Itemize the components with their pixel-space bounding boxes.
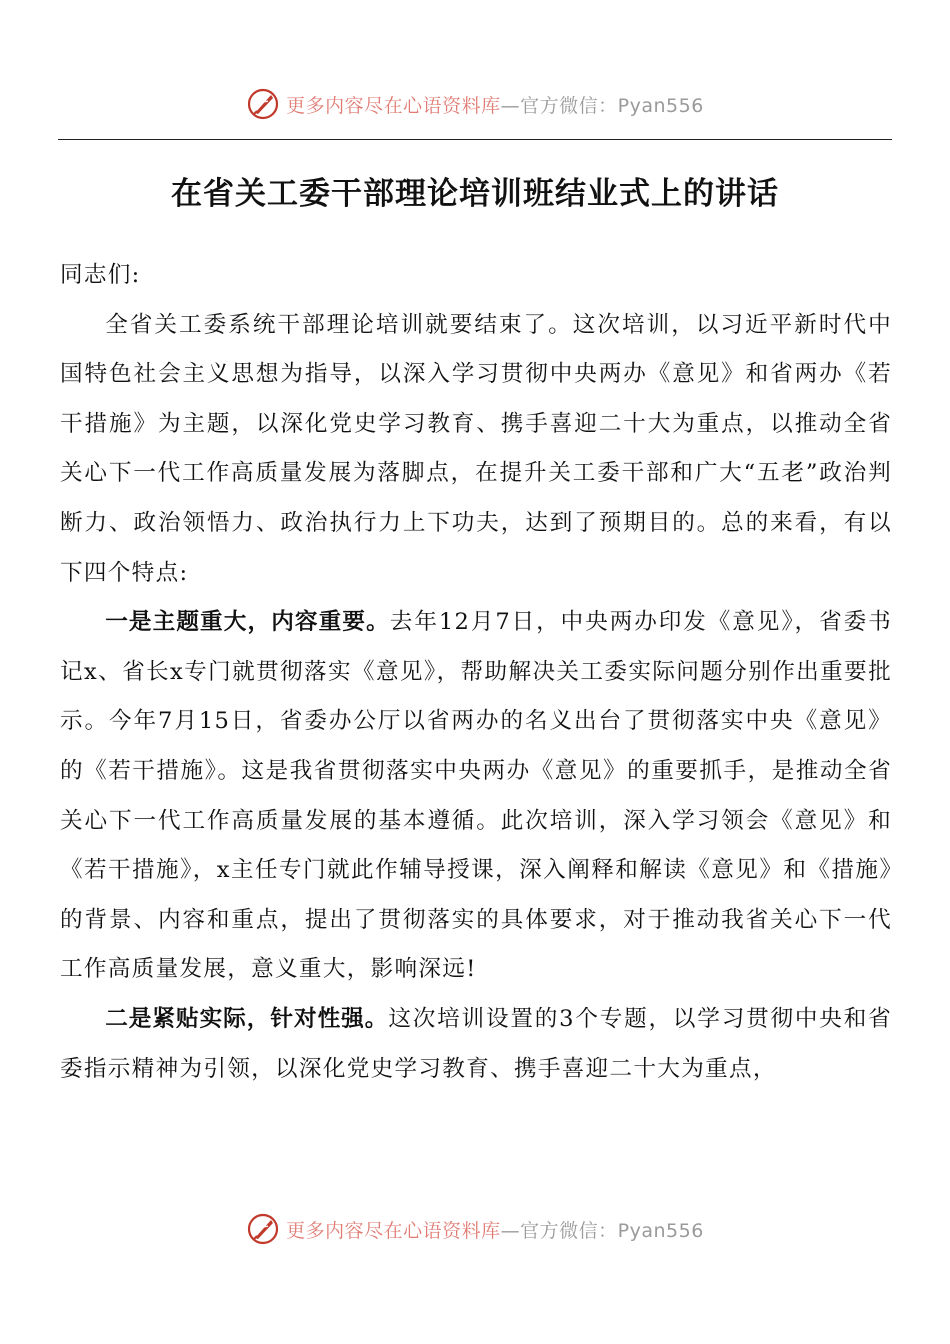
paragraph-text: 去年12月7日，中央两办印发《意见》，省委书记x、省长x专门就贯彻落实《意见》，帮助解决关工委实际问题分别作出重要批示。今年7月15日，省委办公厅以省两办的名义出台了贯彻落实中央《意见》的《若干措施》。这是我省贯彻落实中央两办《意见》的重要抓手，是推动全省关心下一代工作高质量发展的基本遵循。此次培训，深入学习领会《意见》和《若干措施》，x主任专门就此作辅导授课，深入阐释和解读《意见》和《措施》的背景、内容和重点，提出了贯彻落实的具体要求，对于推动我省关心下一代工作高质量发展，意义重大，影响深远! — [60, 609, 892, 983]
quill-logo-icon — [246, 87, 280, 121]
watermark-main: 更多内容尽在心语资料库 — [286, 94, 501, 117]
watermark-dash: — — [500, 94, 521, 117]
watermark-main: 更多内容尽在心语资料库 — [286, 1219, 501, 1242]
watermark-tail: 官方微信：Pyan556 — [520, 94, 704, 117]
paragraph-text: 全省关工委系统干部理论培训就要结束了。这次培训，以习近平新时代中国特色社会主义思想为指导，以深入学习贯彻中央两办《意见》和省两办《若干措施》为主题，以深化党史学习教育、携手喜迎二十大为重点，以推动全省关心下一代工作高质量发展为落脚点，在提升关工委干部和广大“五老”政治判断力、政治领悟力、政治执行力上下功夫，达到了预期目的。总的来看，有以下四个特点: — [60, 311, 892, 586]
paragraph-lead: 二是紧贴实际，针对性强。 — [105, 1005, 389, 1032]
paragraph-point-one — [60, 598, 892, 995]
paragraph-text: 这次培训设置的3个专题，以学习贯彻中央和省委指示精神为引领，以深化党史学习教育、携手喜迎二十大为重点， — [60, 1005, 892, 1082]
quill-logo-icon — [246, 1212, 280, 1246]
watermark-text — [286, 91, 704, 118]
document-title: 在省关工委干部理论培训班结业式上的讲话 — [171, 176, 779, 212]
watermark-dash: — — [500, 1219, 521, 1242]
header-watermark — [0, 84, 950, 124]
paragraph-lead: 一是主题重大，内容重要。 — [105, 609, 390, 636]
watermark-text — [286, 1216, 704, 1243]
salutation: 同志们: — [60, 262, 141, 288]
paragraph-intro — [60, 301, 892, 599]
footer-watermark — [0, 1209, 950, 1249]
paragraph-point-two — [60, 995, 892, 1094]
document-body — [60, 251, 892, 1094]
header-divider — [58, 139, 892, 140]
watermark-tail: 官方微信：Pyan556 — [520, 1219, 704, 1242]
